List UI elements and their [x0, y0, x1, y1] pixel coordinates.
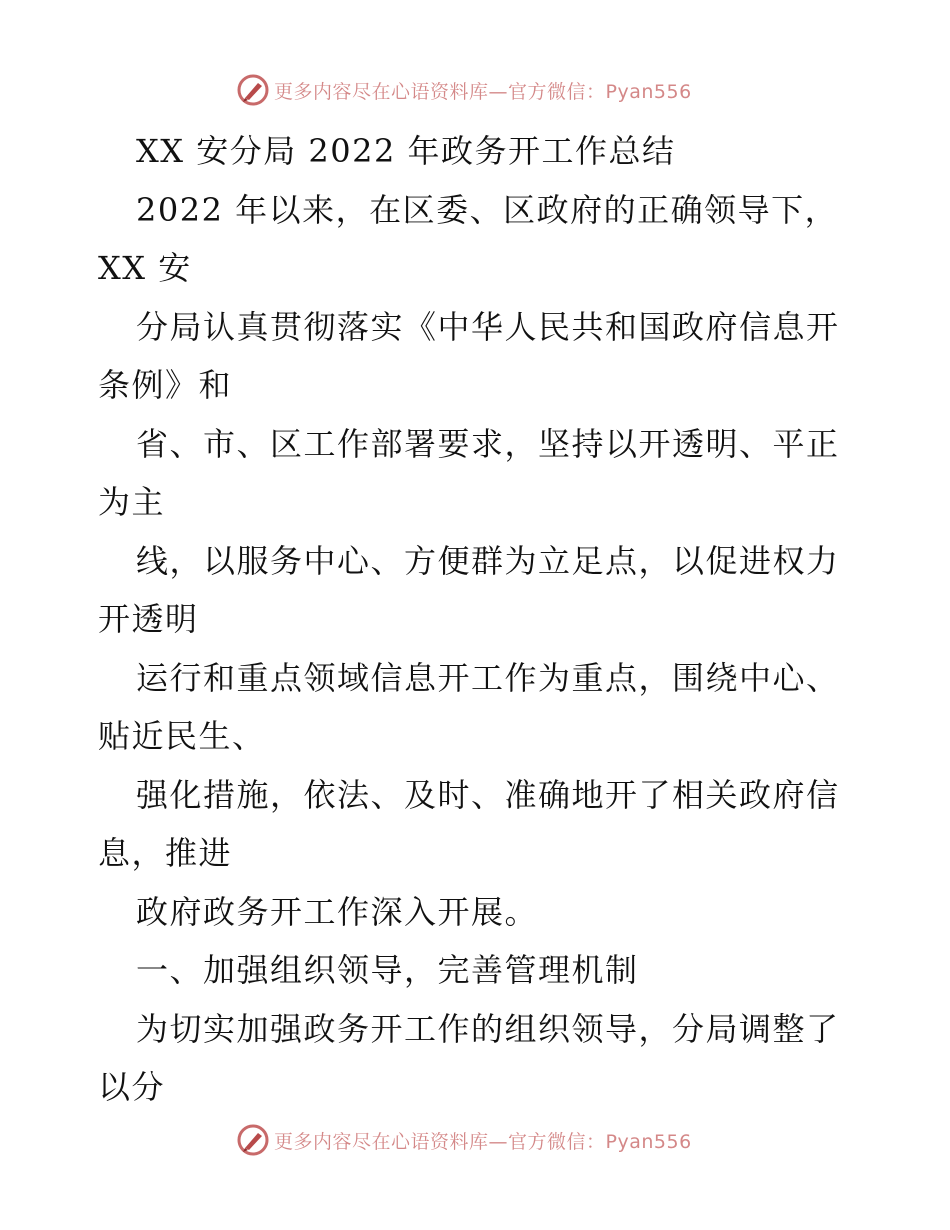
watermark-text: 更多内容尽在心语资料库—官方微信：Pyan556	[274, 1130, 692, 1153]
watermark-text: 更多内容尽在心语资料库—官方微信：Pyan556	[274, 80, 692, 103]
text-line: XX 安分局 2022 年政务开工作总结	[136, 132, 676, 170]
watermark-banner-top	[236, 72, 692, 108]
text-line: 线，以服务中心、方便群为立足点，以促进权力	[136, 541, 840, 580]
text-line: 分局认真贯彻落实《中华人民共和国政府信息开	[136, 307, 840, 346]
pen-logo-icon	[236, 1123, 270, 1157]
document-body	[98, 122, 858, 1117]
text-line: XX 安	[98, 249, 192, 287]
text-line: 运行和重点领域信息开工作为重点，围绕中心、	[136, 658, 840, 697]
text-line: 一、加强组织领导，完善管理机制	[136, 951, 639, 989]
text-line: 为切实加强政务开工作的组织领导，分局调整了	[136, 1009, 840, 1048]
text-line: 以分	[98, 1068, 166, 1106]
watermark-banner-bottom	[236, 1122, 692, 1158]
text-line: 条例》和	[98, 366, 233, 404]
text-line: 强化措施，依法、及时、准确地开了相关政府信	[136, 775, 840, 814]
pen-logo-icon	[236, 73, 270, 107]
text-line: 省、市、区工作部署要求，坚持以开透明、平正	[136, 424, 840, 463]
text-line: 政府政务开工作深入开展。	[136, 892, 539, 931]
text-line: 为主	[98, 483, 166, 521]
text-line: 开透明	[98, 600, 199, 638]
text-line: 息，推进	[98, 834, 233, 872]
text-line: 2022 年以来，在区委、区政府的正确领导下，	[136, 190, 839, 229]
text-line: 贴近民生、	[98, 717, 266, 755]
